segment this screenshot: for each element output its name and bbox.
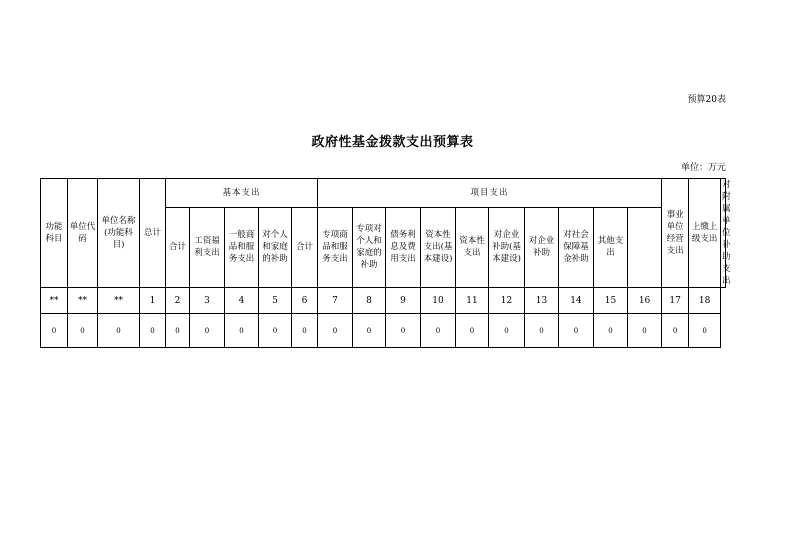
data-cell: 0 [421, 314, 456, 348]
data-cell: 0 [689, 314, 721, 348]
header-proj-other: 其他支出 [594, 207, 628, 287]
header-unit-name: 单位名称(功能科目) [98, 179, 140, 288]
header-unit-code: 单位代码 [68, 179, 98, 288]
header-proj-enterprise-base: 对企业补助(基本建设) [489, 207, 525, 287]
data-cell: 0 [259, 314, 292, 348]
header-total: 总计 [140, 179, 166, 288]
data-cell: 0 [190, 314, 225, 348]
data-cell: 0 [353, 314, 386, 348]
data-cell: 0 [456, 314, 489, 348]
index-cell: ** [68, 288, 98, 314]
table-row [41, 314, 726, 348]
header-proj-debt: 债务利息及费用支出 [386, 207, 421, 287]
header-basic-salary: 工资福利支出 [190, 207, 225, 287]
index-cell: 16 [628, 288, 662, 314]
index-cell: 3 [190, 288, 225, 314]
index-cell: 18 [689, 288, 721, 314]
budget-table [40, 178, 731, 348]
data-cell: 0 [594, 314, 628, 348]
header-proj-goods: 专项商品和服务支出 [318, 207, 353, 287]
header-affiliate: 对附属单位补助支出 [722, 180, 731, 286]
index-cell: 9 [386, 288, 421, 314]
index-cell: 10 [421, 288, 456, 314]
index-cell: 8 [353, 288, 386, 314]
data-cell: 0 [166, 314, 190, 348]
header-basic-total: 合计 [166, 207, 190, 287]
header-remit: 上缴上级支出 [689, 179, 721, 288]
data-cell: 0 [292, 314, 318, 348]
data-cell: 0 [140, 314, 166, 348]
data-cell: 0 [68, 314, 98, 348]
header-project-group: 项目支出 [318, 179, 662, 208]
data-cell: 0 [662, 314, 689, 348]
data-cell: 0 [318, 314, 353, 348]
data-cell: 0 [98, 314, 140, 348]
index-cell: 14 [559, 288, 594, 314]
header-row-top [41, 179, 726, 208]
data-cell: 0 [386, 314, 421, 348]
header-proj-enterprise: 对企业补助 [525, 207, 559, 287]
header-basic-family: 对个人和家庭的补助 [259, 207, 292, 287]
header-proj-capital-base: 资本性支出(基本建设) [421, 207, 456, 287]
index-cell: 11 [456, 288, 489, 314]
index-cell: ** [98, 288, 140, 314]
page-title: 政府性基金拨款支出预算表 [311, 135, 474, 150]
data-cell: 0 [489, 314, 525, 348]
data-cell: 0 [628, 314, 662, 348]
header-operating: 事业单位经营支出 [662, 179, 689, 288]
index-cell: 2 [166, 288, 190, 314]
index-cell: 6 [292, 288, 318, 314]
data-cell: 0 [225, 314, 259, 348]
index-cell: 4 [225, 288, 259, 314]
header-basic-goods: 一般商品和服务支出 [225, 207, 259, 287]
index-cell: 5 [259, 288, 292, 314]
unit-label: 单位：万元 [680, 163, 726, 173]
form-number: 预算20表 [687, 95, 726, 105]
header-basic-group: 基本支出 [166, 179, 318, 208]
index-cell: 1 [140, 288, 166, 314]
header-proj-total: 合计 [292, 207, 318, 287]
header-func-subject: 功能科目 [41, 179, 68, 288]
index-row [41, 288, 726, 314]
index-cell: ** [41, 288, 68, 314]
index-cell: 17 [662, 288, 689, 314]
index-cell: 15 [594, 288, 628, 314]
header-proj-family: 专项对个人和家庭的补助 [353, 207, 386, 287]
data-cell: 0 [559, 314, 594, 348]
data-cell: 0 [41, 314, 68, 348]
index-cell: 7 [318, 288, 353, 314]
header-proj-social: 对社会保障基金补助 [559, 207, 594, 287]
data-cell: 0 [525, 314, 559, 348]
index-cell: 12 [489, 288, 525, 314]
index-cell: 13 [525, 288, 559, 314]
header-proj-capital: 资本性支出 [456, 207, 489, 287]
